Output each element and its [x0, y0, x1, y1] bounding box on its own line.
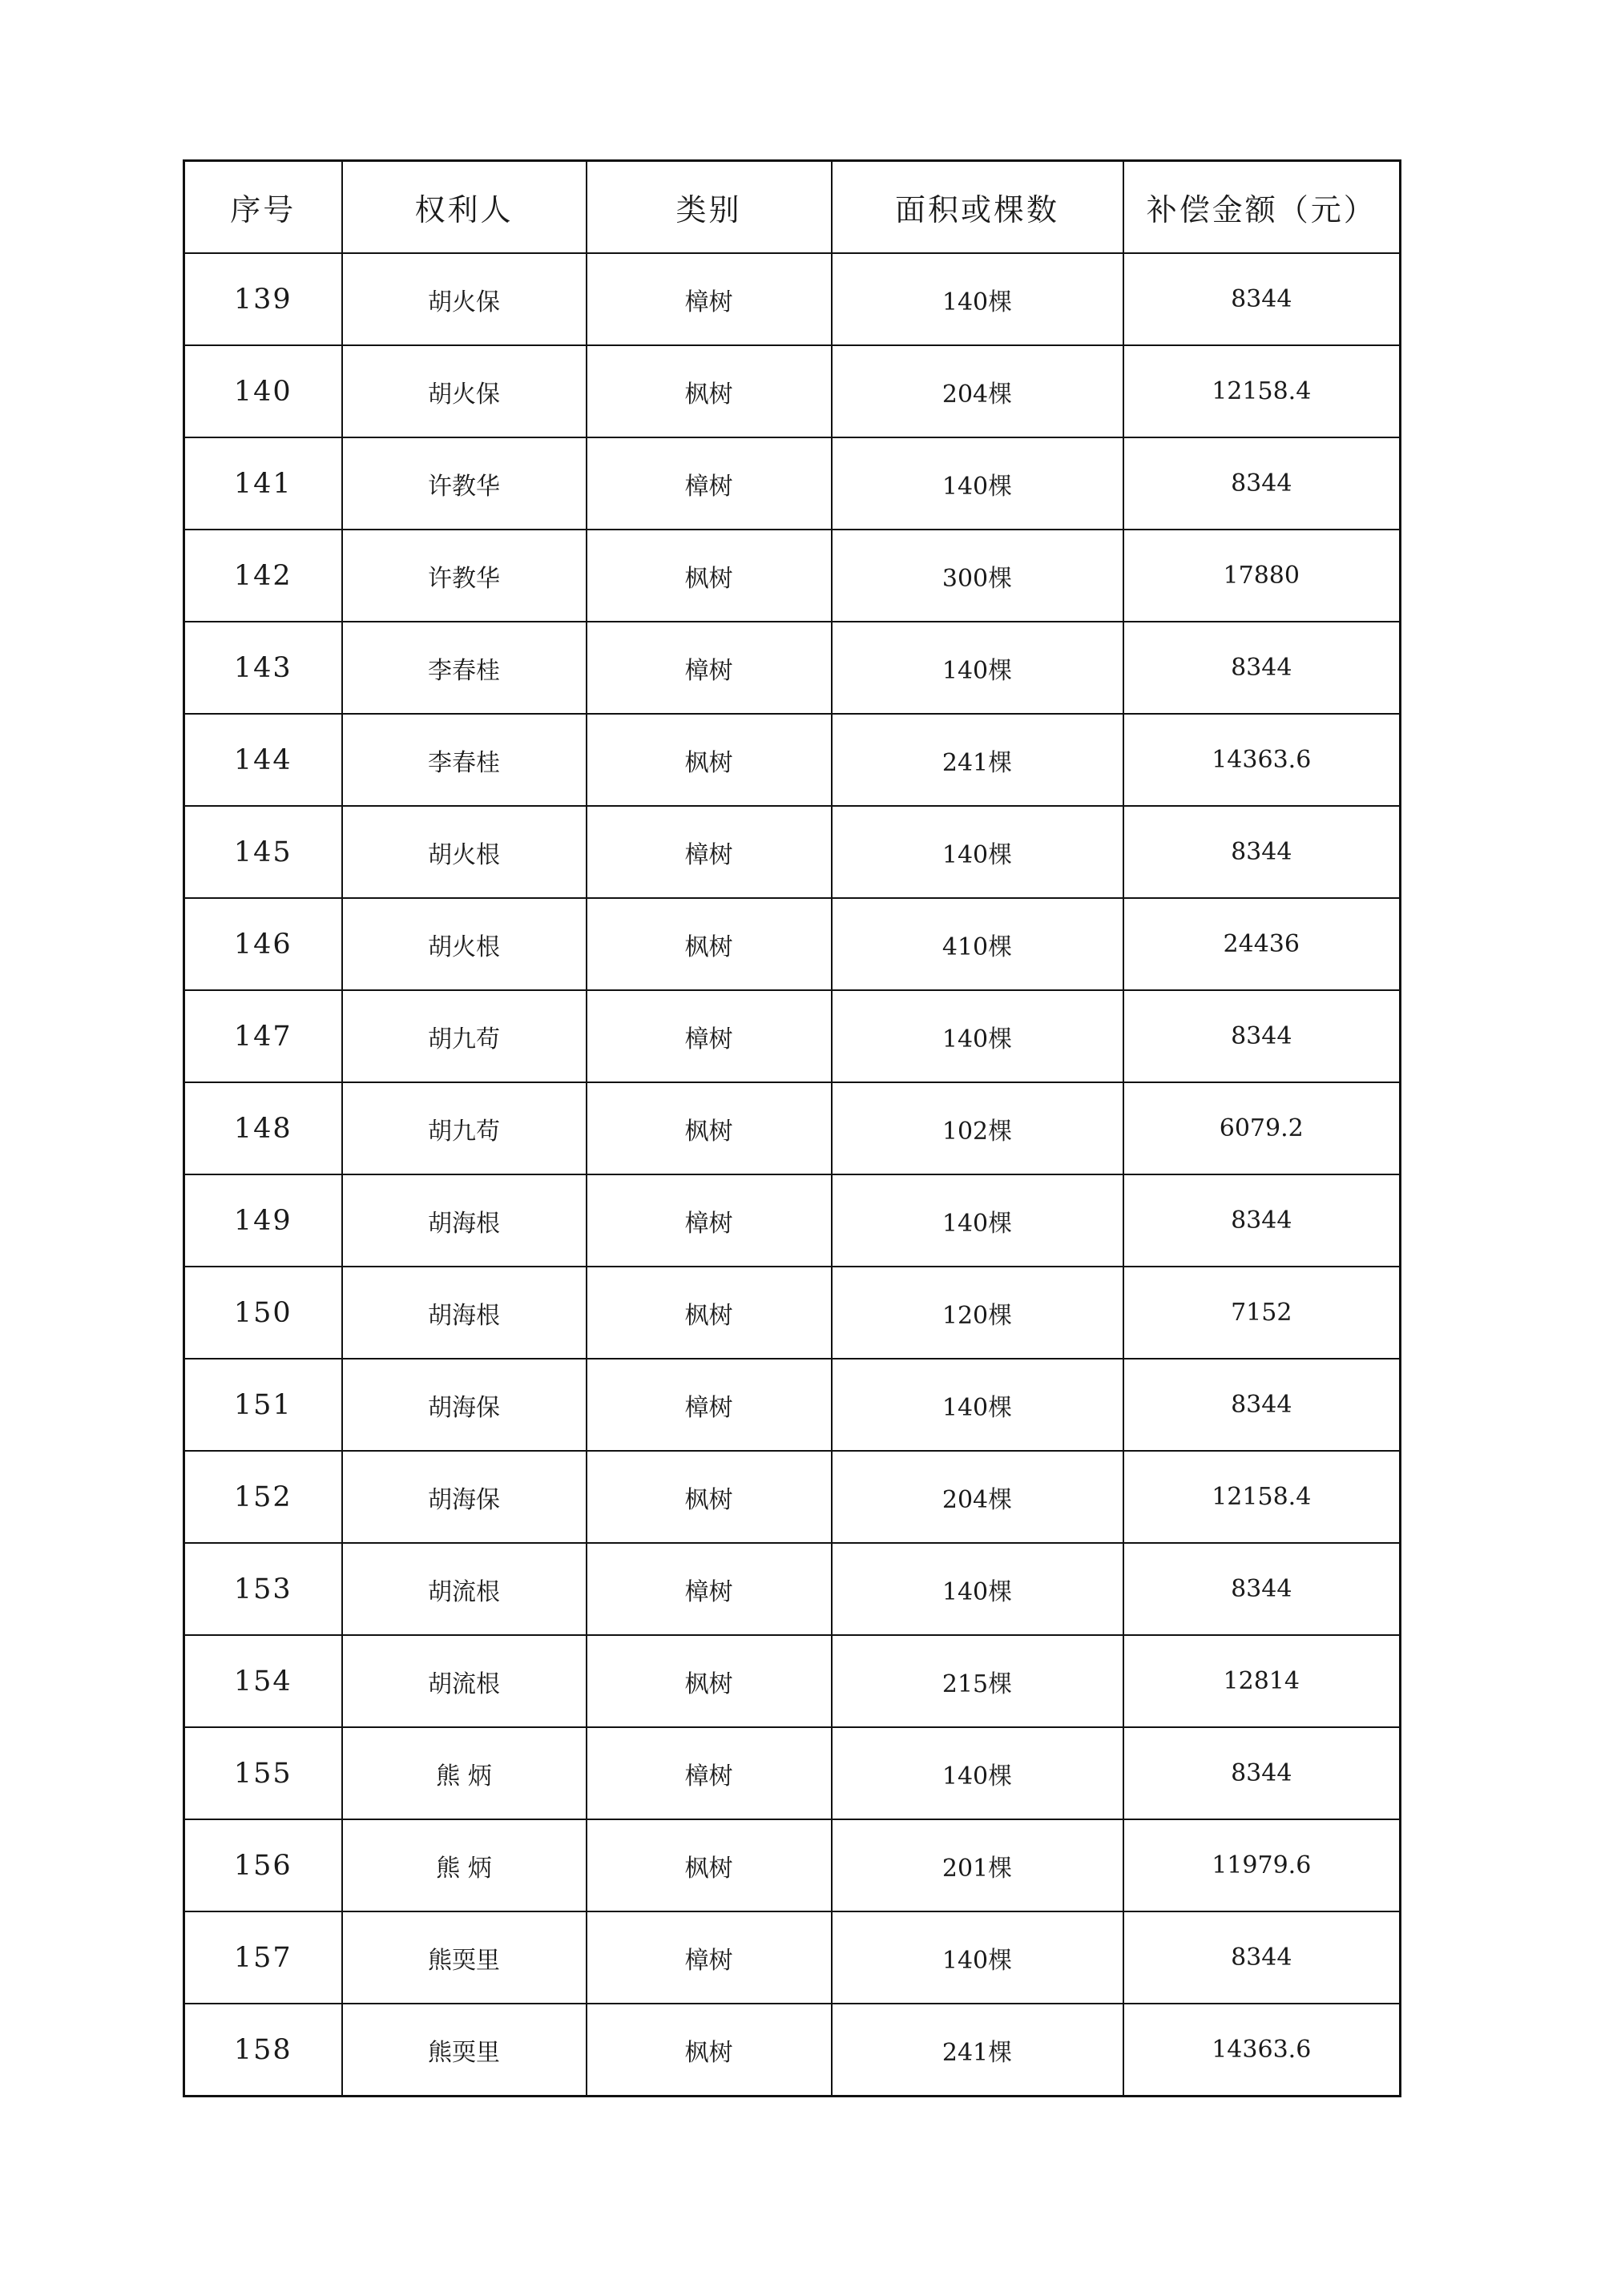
seq-cell: 139 [184, 253, 342, 345]
seq-cell: 157 [184, 1911, 342, 2004]
table-row [184, 714, 1401, 806]
owner-cell: 胡海根 [342, 1267, 587, 1359]
seq-cell: 141 [184, 437, 342, 530]
seq-cell: 149 [184, 1174, 342, 1267]
compensation-cell: 8344 [1123, 437, 1401, 530]
seq-cell: 147 [184, 990, 342, 1082]
compensation-cell: 8344 [1123, 1727, 1401, 1819]
compensation-cell: 24436 [1123, 898, 1401, 990]
owner-cell: 胡九苟 [342, 990, 587, 1082]
owner-cell: 胡火保 [342, 345, 587, 437]
category-cell: 枫树 [587, 2004, 832, 2097]
category-cell: 樟树 [587, 1911, 832, 2004]
area-or-count-cell: 140棵 [832, 990, 1123, 1082]
category-cell: 樟树 [587, 1174, 832, 1267]
table-row [184, 345, 1401, 437]
category-cell: 樟树 [587, 1727, 832, 1819]
owner-cell: 熊耎里 [342, 1911, 587, 2004]
area-or-count-cell: 140棵 [832, 1359, 1123, 1451]
category-cell: 樟树 [587, 806, 832, 898]
area-or-count-cell: 241棵 [832, 714, 1123, 806]
table-row [184, 806, 1401, 898]
area-or-count-cell: 140棵 [832, 1727, 1123, 1819]
seq-cell: 143 [184, 622, 342, 714]
header-category: 类别 [587, 161, 832, 254]
category-cell: 枫树 [587, 1082, 832, 1174]
compensation-cell: 8344 [1123, 1543, 1401, 1635]
category-cell: 枫树 [587, 898, 832, 990]
owner-cell: 胡海保 [342, 1451, 587, 1543]
category-cell: 樟树 [587, 990, 832, 1082]
compensation-cell: 14363.6 [1123, 714, 1401, 806]
area-or-count-cell: 215棵 [832, 1635, 1123, 1727]
owner-cell: 熊耎里 [342, 2004, 587, 2097]
seq-cell: 146 [184, 898, 342, 990]
compensation-cell: 8344 [1123, 1174, 1401, 1267]
compensation-cell: 8344 [1123, 622, 1401, 714]
category-cell: 枫树 [587, 345, 832, 437]
seq-cell: 158 [184, 2004, 342, 2097]
owner-cell: 胡火保 [342, 253, 587, 345]
owner-cell: 胡海保 [342, 1359, 587, 1451]
area-or-count-cell: 241棵 [832, 2004, 1123, 2097]
category-cell: 樟树 [587, 1543, 832, 1635]
table-row [184, 898, 1401, 990]
header-area-or-count: 面积或棵数 [832, 161, 1123, 254]
area-or-count-cell: 410棵 [832, 898, 1123, 990]
seq-cell: 155 [184, 1727, 342, 1819]
category-cell: 枫树 [587, 714, 832, 806]
category-cell: 枫树 [587, 1267, 832, 1359]
table-body [184, 253, 1401, 2097]
compensation-cell: 6079.2 [1123, 1082, 1401, 1174]
table-row [184, 530, 1401, 622]
area-or-count-cell: 140棵 [832, 1174, 1123, 1267]
owner-cell: 熊 炳 [342, 1727, 587, 1819]
table-row [184, 437, 1401, 530]
compensation-cell: 11979.6 [1123, 1819, 1401, 1911]
owner-cell: 熊 炳 [342, 1819, 587, 1911]
header-seq: 序号 [184, 161, 342, 254]
area-or-count-cell: 102棵 [832, 1082, 1123, 1174]
compensation-cell: 8344 [1123, 1359, 1401, 1451]
seq-cell: 152 [184, 1451, 342, 1543]
owner-cell: 许教华 [342, 530, 587, 622]
area-or-count-cell: 140棵 [832, 1543, 1123, 1635]
table-header-row [184, 161, 1401, 254]
category-cell: 枫树 [587, 1819, 832, 1911]
table-row [184, 1174, 1401, 1267]
owner-cell: 胡海根 [342, 1174, 587, 1267]
owner-cell: 胡火根 [342, 898, 587, 990]
seq-cell: 154 [184, 1635, 342, 1727]
owner-cell: 许教华 [342, 437, 587, 530]
compensation-cell: 7152 [1123, 1267, 1401, 1359]
seq-cell: 145 [184, 806, 342, 898]
owner-cell: 李春桂 [342, 622, 587, 714]
header-compensation: 补偿金额（元） [1123, 161, 1401, 254]
seq-cell: 150 [184, 1267, 342, 1359]
table-row [184, 1359, 1401, 1451]
category-cell: 樟树 [587, 437, 832, 530]
compensation-table [183, 159, 1401, 2097]
area-or-count-cell: 204棵 [832, 1451, 1123, 1543]
compensation-cell: 12814 [1123, 1635, 1401, 1727]
category-cell: 枫树 [587, 1635, 832, 1727]
table-row [184, 1635, 1401, 1727]
table-row [184, 1727, 1401, 1819]
header-owner: 权利人 [342, 161, 587, 254]
compensation-cell: 12158.4 [1123, 1451, 1401, 1543]
compensation-cell: 12158.4 [1123, 345, 1401, 437]
seq-cell: 156 [184, 1819, 342, 1911]
table-row [184, 1267, 1401, 1359]
seq-cell: 142 [184, 530, 342, 622]
table-row [184, 622, 1401, 714]
seq-cell: 144 [184, 714, 342, 806]
category-cell: 樟树 [587, 253, 832, 345]
seq-cell: 140 [184, 345, 342, 437]
seq-cell: 153 [184, 1543, 342, 1635]
compensation-cell: 14363.6 [1123, 2004, 1401, 2097]
category-cell: 樟树 [587, 1359, 832, 1451]
area-or-count-cell: 300棵 [832, 530, 1123, 622]
area-or-count-cell: 140棵 [832, 437, 1123, 530]
area-or-count-cell: 140棵 [832, 253, 1123, 345]
owner-cell: 李春桂 [342, 714, 587, 806]
table-row [184, 2004, 1401, 2097]
seq-cell: 151 [184, 1359, 342, 1451]
compensation-cell: 8344 [1123, 1911, 1401, 2004]
area-or-count-cell: 140棵 [832, 622, 1123, 714]
owner-cell: 胡流根 [342, 1635, 587, 1727]
table-row [184, 1819, 1401, 1911]
compensation-cell: 8344 [1123, 990, 1401, 1082]
table-row [184, 1451, 1401, 1543]
area-or-count-cell: 140棵 [832, 1911, 1123, 2004]
seq-cell: 148 [184, 1082, 342, 1174]
table-row [184, 1911, 1401, 2004]
compensation-cell: 8344 [1123, 253, 1401, 345]
table-row [184, 990, 1401, 1082]
category-cell: 枫树 [587, 530, 832, 622]
compensation-cell: 8344 [1123, 806, 1401, 898]
owner-cell: 胡火根 [342, 806, 587, 898]
area-or-count-cell: 204棵 [832, 345, 1123, 437]
category-cell: 樟树 [587, 622, 832, 714]
compensation-cell: 17880 [1123, 530, 1401, 622]
table-row [184, 1082, 1401, 1174]
owner-cell: 胡九苟 [342, 1082, 587, 1174]
area-or-count-cell: 120棵 [832, 1267, 1123, 1359]
table-row [184, 1543, 1401, 1635]
owner-cell: 胡流根 [342, 1543, 587, 1635]
area-or-count-cell: 201棵 [832, 1819, 1123, 1911]
area-or-count-cell: 140棵 [832, 806, 1123, 898]
table-row [184, 253, 1401, 345]
category-cell: 枫树 [587, 1451, 832, 1543]
